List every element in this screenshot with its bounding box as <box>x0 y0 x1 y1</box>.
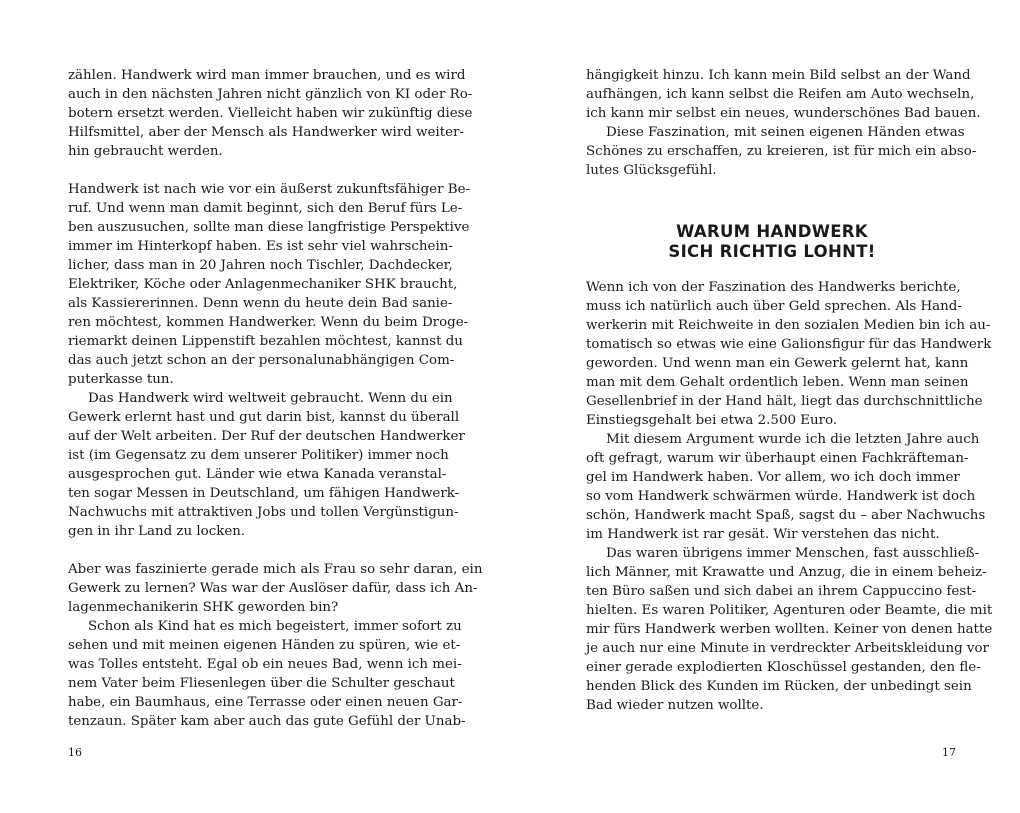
text-line: riemarkt deinen Lippenstift bezahlen möchtest, kannst du <box>68 334 463 349</box>
text-line: tenzaun. Später kam aber auch das gute Gefühl der Unab- <box>68 714 466 729</box>
text-line: Elektriker, Köche oder Anlagenmechaniker SHK braucht, <box>68 277 458 292</box>
text-line: Diese Faszination, mit seinen eigenen Händen etwas <box>606 125 965 140</box>
text-line: ruf. Und wenn man damit beginnt, sich den Beruf fürs Le- <box>68 201 463 216</box>
text-line: ausgesprochen gut. Länder wie etwa Kanada veranstal- <box>68 467 447 482</box>
text-line: Mit diesem Argument wurde ich die letzten Jahre auch <box>606 432 980 447</box>
page-number-right: 17 <box>942 746 956 759</box>
section-heading-line-1: WARUM HANDWERK <box>676 222 868 241</box>
left-page-text <box>68 66 483 731</box>
text-line: Schon als Kind hat es mich begeistert, immer sofort zu <box>88 619 462 634</box>
text-line: Gesellenbrief in der Hand hält, liegt das durchschnittliche <box>586 394 983 409</box>
text-line: man mit dem Gehalt ordentlich leben. Wenn man seinen <box>586 375 969 390</box>
text-line: Bad wieder nutzen wollte. <box>586 698 764 713</box>
text-line: je auch nur eine Minute in verdreckter Arbeitskleidung vor <box>586 641 989 656</box>
text-line: licher, dass man in 20 Jahren noch Tischler, Dachdecker, <box>68 258 453 273</box>
text-line: lutes Glücksgefühl. <box>586 163 717 178</box>
text-line: ten Büro saßen und sich dabei an ihrem Cappuccino fest- <box>586 584 977 599</box>
text-line: mir fürs Handwerk werben wollten. Keiner von denen hatte <box>586 622 993 637</box>
paragraph-gap <box>68 541 440 560</box>
text-line: einer gerade explodierten Kloschüssel gestanden, den fle- <box>586 660 981 675</box>
text-line: Handwerk ist nach wie vor ein äußerst zukunftsfähiger Be- <box>68 182 471 197</box>
text-line: so vom Handwerk schwärmen würde. Handwerk ist doch <box>586 489 976 504</box>
text-line: ben auszusuchen, sollte man diese langfristige Perspektive <box>68 220 470 235</box>
text-line: Gewerk erlernt hast und gut darin bist, kannst du überall <box>68 410 460 425</box>
text-line: im Handwerk ist rar gesät. Wir verstehen das nicht. <box>586 527 940 542</box>
paragraph-gap <box>68 161 440 180</box>
text-line: als Kassiererinnen. Denn wenn du heute dein Bad sanie- <box>68 296 453 311</box>
section-heading-line-2: SICH RICHTIG LOHNT! <box>668 242 876 261</box>
text-line: hielten. Es waren Politiker, Agenturen oder Beamte, die mit <box>586 603 993 618</box>
text-line: henden Blick des Kunden im Rücken, der unbedingt sein <box>586 679 972 694</box>
text-line: Hilfsmittel, aber der Mensch als Handwerker wird weiter- <box>68 125 464 140</box>
text-line: botern ersetzt werden. Vielleicht haben wir zukünftig diese <box>68 106 473 121</box>
text-line: nem Vater beim Fliesenlegen über die Schulter geschaut <box>68 676 455 691</box>
text-line: gel im Handwerk haben. Vor allem, wo ich doch immer <box>586 470 960 485</box>
text-line: lich Männer, mit Krawatte und Anzug, die in einem beheiz- <box>586 565 987 580</box>
text-line: hin gebraucht werden. <box>68 144 223 159</box>
section-heading <box>586 222 958 262</box>
text-line: was Tolles entsteht. Egal ob ein neues Bad, wenn ich mei- <box>68 657 462 672</box>
text-line: Wenn ich von der Faszination des Handwerks berichte, <box>586 280 961 295</box>
right-page-bottom-paragraphs <box>586 278 993 715</box>
text-line: auf der Welt arbeiten. Der Ruf der deutschen Handwerker <box>68 429 465 444</box>
text-line: habe, ein Baumhaus, eine Terrasse oder einen neuen Gar- <box>68 695 463 710</box>
text-line: ist (im Gegensatz zu dem unserer Politiker) immer noch <box>68 448 449 463</box>
text-line: Nachwuchs mit attraktiven Jobs und tollen Vergünstigun- <box>68 505 459 520</box>
text-line: Das waren übrigens immer Menschen, fast ausschließ- <box>606 546 980 561</box>
text-line: muss ich natürlich auch über Geld sprechen. Als Hand- <box>586 299 962 314</box>
page-number-left: 16 <box>68 746 82 759</box>
right-page-top-paragraphs <box>586 66 981 180</box>
text-line: Einstiegsgehalt bei etwa 2.500 Euro. <box>586 413 838 428</box>
text-line: das auch jetzt schon an der personalunabhängigen Com- <box>68 353 455 368</box>
text-line: puterkasse tun. <box>68 372 174 387</box>
text-line: ich kann mir selbst ein neues, wunderschönes Bad bauen. <box>586 106 981 121</box>
right-page <box>510 0 1020 813</box>
text-line: hängigkeit hinzu. Ich kann mein Bild selbst an der Wand <box>586 68 971 83</box>
text-line: Das Handwerk wird weltweit gebraucht. Wenn du ein <box>88 391 453 406</box>
text-line: Gewerk zu lernen? Was war der Auslöser dafür, dass ich An- <box>68 581 478 596</box>
text-line: gen in ihr Land zu locken. <box>68 524 246 539</box>
text-line: Aber was faszinierte gerade mich als Frau so sehr daran, ein <box>68 562 483 577</box>
text-line: sehen und mit meinen eigenen Händen zu spüren, wie et- <box>68 638 461 653</box>
text-line: aufhängen, ich kann selbst die Reifen am Auto wechseln, <box>586 87 975 102</box>
text-line: ren möchtest, kommen Handwerker. Wenn du beim Droge- <box>68 315 469 330</box>
text-line: Schönes zu erschaffen, zu kreieren, ist für mich ein abso- <box>586 144 977 159</box>
text-line: geworden. Und wenn man ein Gewerk gelernt hat, kann <box>586 356 969 371</box>
text-line: ten sogar Messen in Deutschland, um fähigen Handwerk- <box>68 486 460 501</box>
text-line: lagenmechanikerin SHK geworden bin? <box>68 600 339 615</box>
text-line: werkerin mit Reichweite in den sozialen Medien bin ich au- <box>586 318 991 333</box>
text-line: oft gefragt, warum wir überhaupt einen Fachkräfteman- <box>586 451 969 466</box>
text-line: auch in den nächsten Jahren nicht gänzlich von KI oder Ro- <box>68 87 473 102</box>
right-page-text <box>586 66 993 715</box>
text-line: immer im Hinterkopf haben. Es ist sehr viel wahrschein- <box>68 239 453 254</box>
text-line: schön, Handwerk macht Spaß, sagst du – aber Nachwuchs <box>586 508 986 523</box>
text-line: zählen. Handwerk wird man immer brauchen, und es wird <box>68 68 466 83</box>
text-line: tomatisch so etwas wie eine Galionsfigur für das Handwerk <box>586 337 992 352</box>
